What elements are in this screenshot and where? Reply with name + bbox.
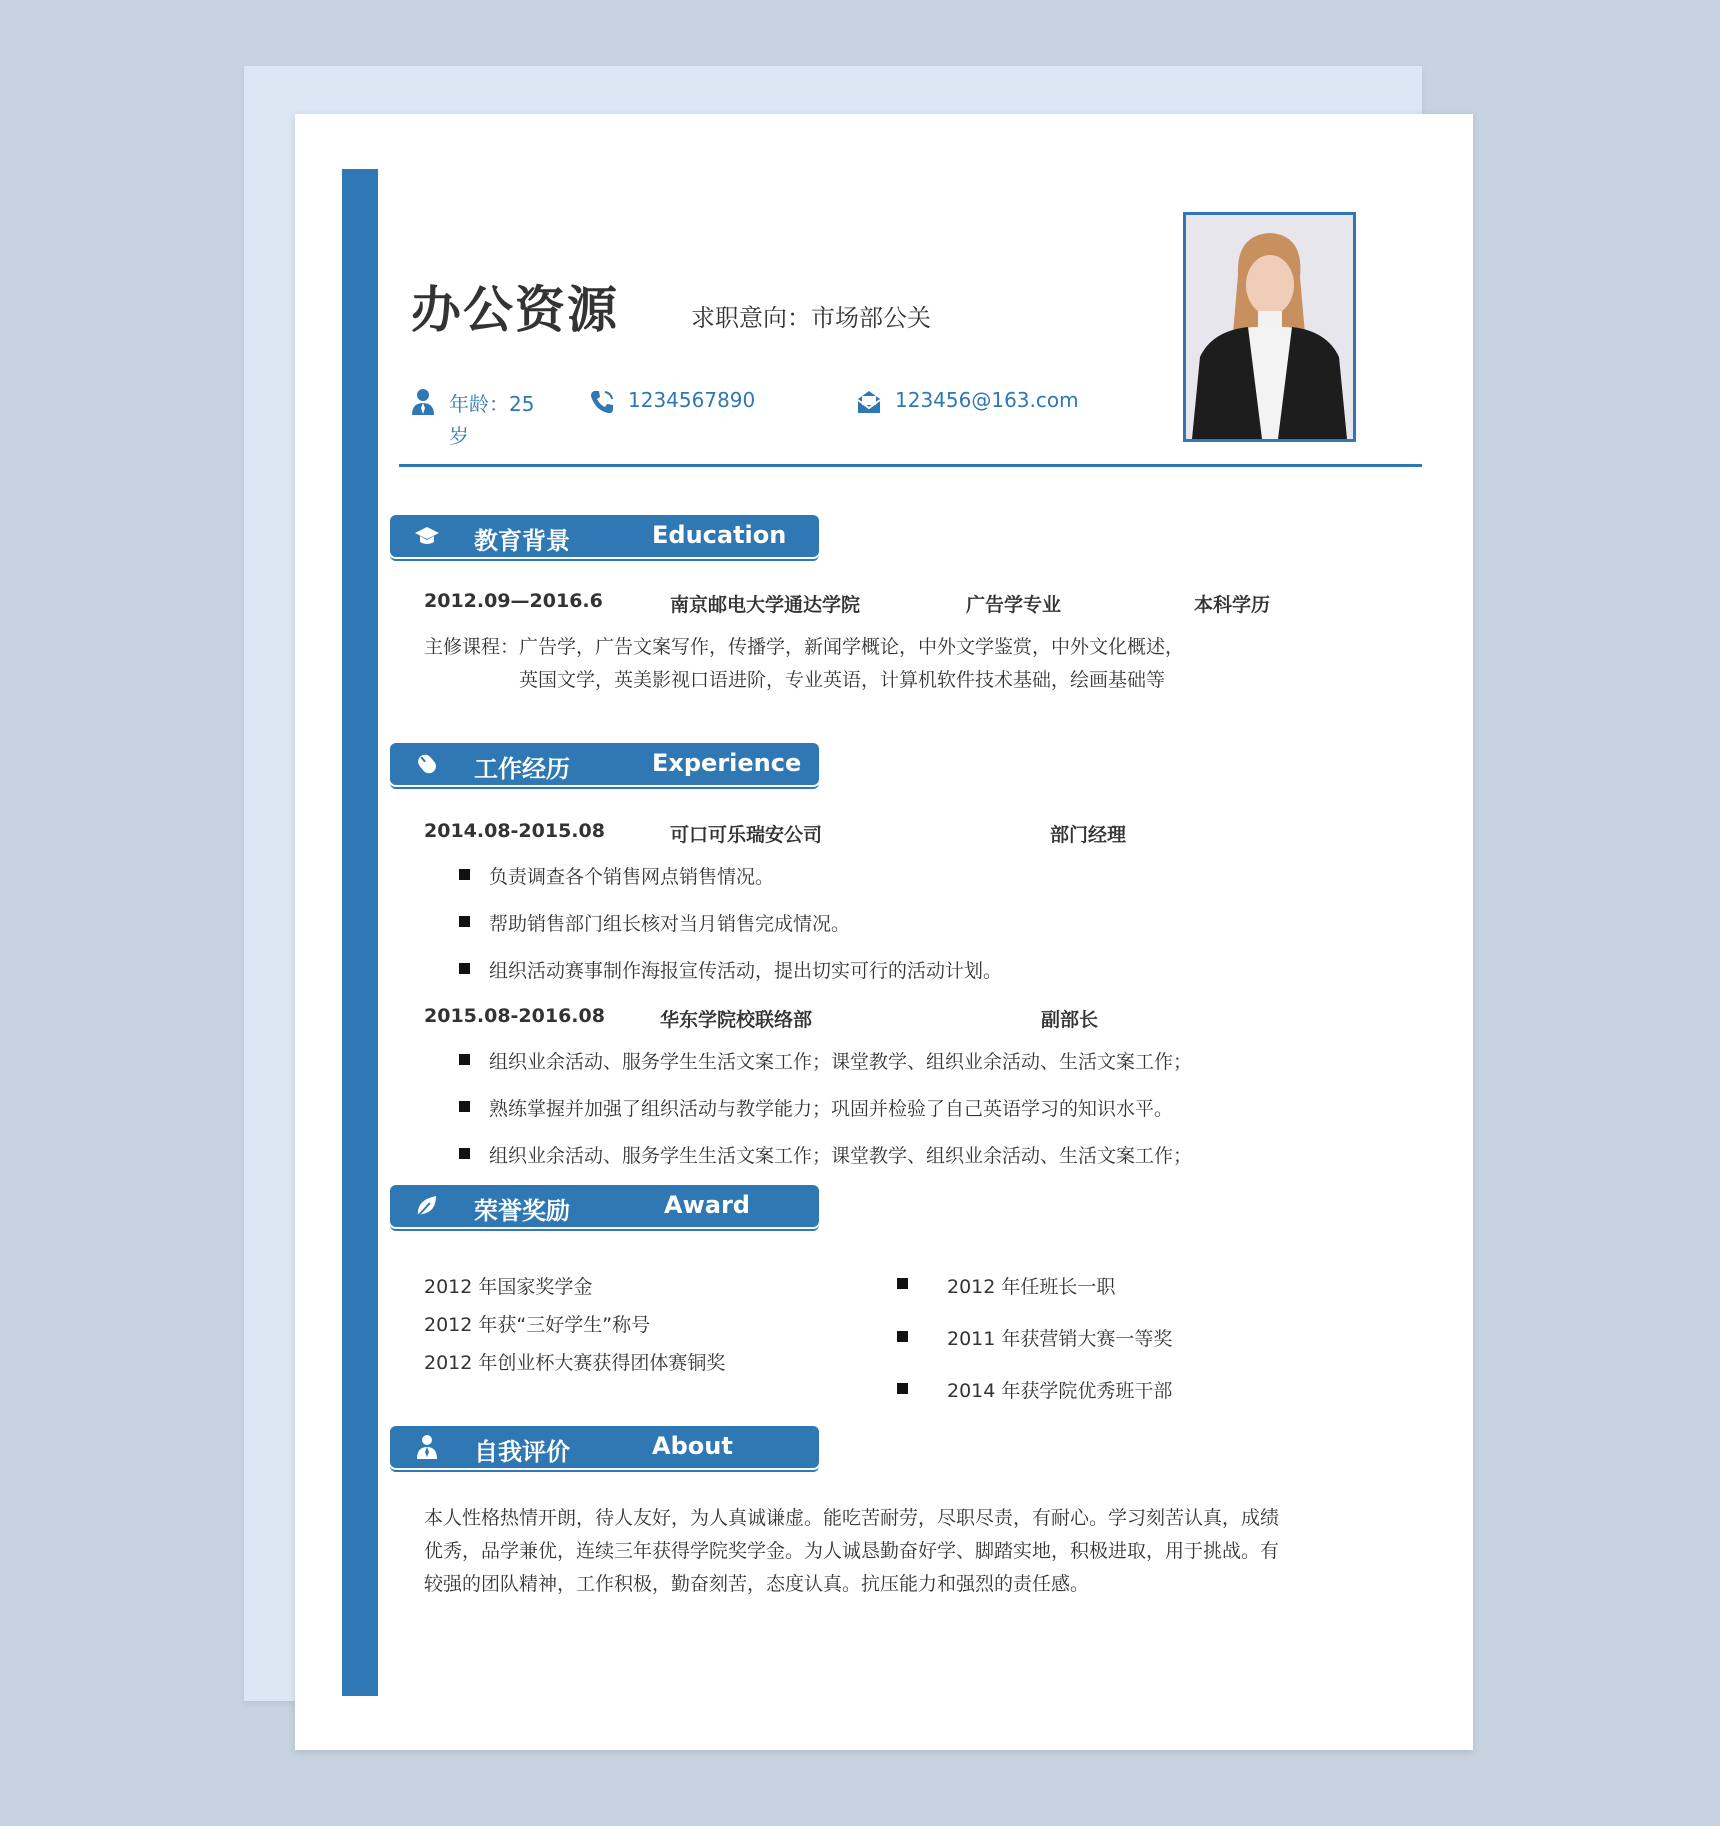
education-school: 南京邮电大学通达学院 (670, 594, 861, 616)
phone-icon (588, 388, 616, 416)
candidate-name: 办公资源 (411, 281, 619, 339)
email-info (855, 388, 1079, 416)
education-major: 广告学专业 (966, 594, 1062, 616)
section-title-en: Experience (652, 749, 802, 777)
bullet (897, 1278, 908, 1289)
section-title-zh: 自我评价 (474, 1438, 570, 1466)
award-item: 2012 年创业杯大赛获得团体赛铜奖 (424, 1352, 726, 1374)
section-title-en: About (652, 1432, 733, 1460)
bullet (459, 1148, 470, 1159)
bullet (459, 1054, 470, 1065)
job-duty: 熟练掌握并加强了组织活动与教学能力；巩固并检验了自己英语学习的知识水平。 (489, 1098, 1174, 1120)
phone-value: 1234567890 (628, 388, 756, 412)
section-header-award (390, 1185, 819, 1227)
envelope-icon (855, 388, 883, 416)
bullet (459, 869, 470, 880)
about-line: 本人性格热情开朗，待人友好，为人真诚谦虚。能吃苦耐劳，尽职尽责，有耐心。学习刻苦认真，成绩 (424, 1507, 1280, 1529)
education-period: 2012.09—2016.6 (424, 590, 603, 612)
award-item: 2014 年获学院优秀班干部 (947, 1380, 1173, 1402)
job-company: 可口可乐瑞安公司 (670, 824, 823, 846)
education-degree: 本科学历 (1194, 594, 1271, 616)
award-item: 2012 年获“三好学生”称号 (424, 1314, 651, 1336)
job-intent: 求职意向：市场部公关 (691, 304, 931, 332)
job-role: 部门经理 (1050, 824, 1127, 846)
person-icon (409, 388, 437, 416)
email-value: 123456@163.com (895, 388, 1079, 412)
age-info (409, 388, 539, 452)
section-title-zh: 工作经历 (474, 755, 570, 783)
award-item: 2011 年获营销大赛一等奖 (947, 1328, 1173, 1350)
section-title-en: Award (664, 1191, 750, 1219)
side-accent-bar (342, 169, 378, 1696)
section-header-about (390, 1426, 819, 1468)
job-period: 2015.08-2016.08 (424, 1005, 605, 1027)
bullet (897, 1331, 908, 1342)
leaf-icon (414, 1194, 440, 1218)
age-value: 年龄：25岁 (449, 392, 535, 448)
award-item: 2012 年国家奖学金 (424, 1276, 593, 1298)
courses-line-1: 主修课程：广告学，广告文案写作，传播学，新闻学概论，中外文学鉴赏，中外文化概述， (424, 636, 1185, 658)
profile-photo (1183, 212, 1356, 442)
phone-info (588, 388, 755, 416)
job-duty: 帮助销售部门组长核对当月销售完成情况。 (489, 913, 851, 935)
job-company: 华东学院校联络部 (660, 1009, 813, 1031)
mouse-icon (414, 752, 440, 776)
about-line: 较强的团队精神，工作积极，勤奋刻苦，态度认真。抗压能力和强烈的责任感。 (424, 1573, 1090, 1595)
graduation-cap-icon (414, 524, 440, 548)
job-duty: 负责调查各个销售网点销售情况。 (489, 866, 775, 888)
bullet (459, 916, 470, 927)
person-icon (414, 1435, 440, 1459)
bullet (459, 1101, 470, 1112)
about-line: 优秀，品学兼优，连续三年获得学院奖学金。为人诚恳勤奋好学、脚踏实地，积极进取，用于挑战。有 (424, 1540, 1280, 1562)
section-title-en: Education (652, 521, 787, 549)
section-header-experience (390, 743, 819, 785)
job-duty: 组织业余活动、服务学生生活文案工作；课堂教学、组织业余活动、生活文案工作； (489, 1051, 1193, 1073)
header-divider (399, 464, 1422, 467)
bullet (897, 1383, 908, 1394)
job-duty: 组织业余活动、服务学生生活文案工作；课堂教学、组织业余活动、生活文案工作； (489, 1145, 1193, 1167)
job-period: 2014.08-2015.08 (424, 820, 605, 842)
award-item: 2012 年任班长一职 (947, 1276, 1116, 1298)
bullet (459, 963, 470, 974)
section-title-zh: 教育背景 (474, 527, 570, 555)
job-duty: 组织活动赛事制作海报宣传活动，提出切实可行的活动计划。 (489, 960, 1003, 982)
courses-line-2: 英国文学，英美影视口语进阶，专业英语，计算机软件技术基础，绘画基础等 (519, 669, 1166, 691)
section-title-zh: 荣誉奖励 (474, 1197, 570, 1225)
job-role: 副部长 (1041, 1009, 1099, 1031)
section-header-education (390, 515, 819, 557)
portrait-illustration (1186, 215, 1353, 439)
